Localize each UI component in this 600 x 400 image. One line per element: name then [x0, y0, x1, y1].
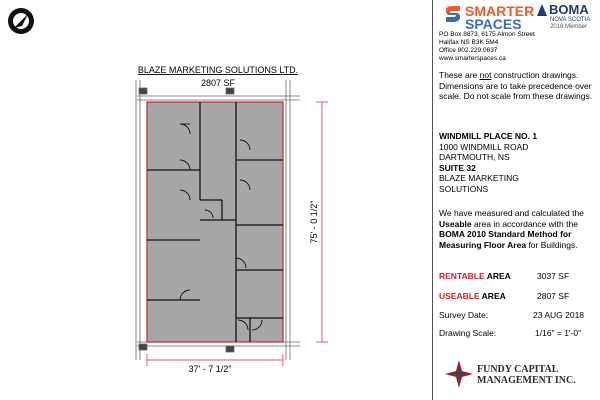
rentable-area-label [439, 271, 511, 282]
address-line: PO Box 8873, 6175 Almon Street [439, 31, 535, 38]
tenant-name: BLAZE MARKETING SOLUTIONS [439, 173, 519, 194]
statement-text: for Buildings. [526, 239, 578, 250]
survey-date-label: Survey Date: [439, 310, 489, 320]
statement-useable: Useable [439, 218, 472, 229]
smarter-spaces-logo-icon [443, 4, 463, 24]
address-line: Halifax NS B3K 5M4 [439, 39, 499, 46]
plan-area-label: 2807 SF [200, 78, 236, 88]
disclaimer [439, 70, 599, 102]
address-line: Office 902.229.0637 [439, 47, 498, 54]
smarter-spaces-logo [443, 4, 463, 24]
boma-region: NOVA SCOTIA [550, 17, 591, 23]
statement-boma: BOMA 2010 Standard Method for Measuring Floor Area [439, 229, 572, 250]
building-name: WINDMILL PLACE NO. 1 [439, 131, 538, 141]
statement-text: We have measured and calculated the [439, 208, 584, 218]
rentable-black: AREA [484, 271, 511, 281]
survey-date-value: 23 AUG 2018 [533, 310, 585, 320]
disclaimer-text: construction drawings. [491, 70, 579, 80]
height-dimension: 75' - 0 1/2" [309, 200, 319, 244]
measurement-statement [439, 208, 599, 250]
building-info [439, 131, 599, 194]
brand-line-2: SPACES [465, 16, 522, 32]
rentable-area-value: 3037 SF [537, 271, 570, 281]
fundy-line-2: MANAGEMENT INC. [477, 375, 576, 386]
rentable-red: RENTABLE [439, 271, 485, 281]
drawing-scale-label: Drawing Scale: [439, 328, 497, 338]
building-city: DARTMOUTH, NS [439, 152, 510, 162]
disclaimer-text: These are [439, 70, 480, 80]
useable-area-value: 2807 SF [537, 291, 570, 301]
useable-area-label [439, 291, 506, 302]
boma-logo-icon [537, 4, 547, 16]
fundy-compass-icon [445, 360, 473, 388]
company-address [439, 31, 535, 63]
fundy-logo-text [477, 364, 576, 386]
suite-number: SUITE 32 [439, 162, 476, 173]
building-street: 1000 WINDMILL ROAD [439, 141, 529, 152]
disclaimer-not: not [479, 70, 492, 80]
useable-red: USEABLE [439, 291, 480, 301]
useable-black: AREA [479, 291, 506, 301]
website-link[interactable]: www.smarterspaces.ca [439, 55, 506, 62]
boma-name: BOMA [549, 2, 589, 17]
suite-area [147, 102, 283, 342]
title-block [432, 0, 600, 400]
boma-member: 2018 Member [550, 24, 588, 30]
brand-line-1: SMARTER [465, 3, 535, 19]
width-dimension: 37' - 7 1/2" [188, 364, 232, 374]
north-arrow-icon [8, 8, 34, 34]
plan-title: BLAZE MARKETING SOLUTIONS LTD. [137, 65, 299, 75]
disclaimer-text-2: Dimensions are to take precedence over scale. Do not scale from these drawings. [439, 80, 593, 101]
drawing-scale-value: 1/16" = 1'-0" [535, 328, 582, 338]
fundy-line-1: FUNDY CAPITAL [477, 364, 559, 375]
statement-text: area in accordance with the [471, 218, 578, 229]
